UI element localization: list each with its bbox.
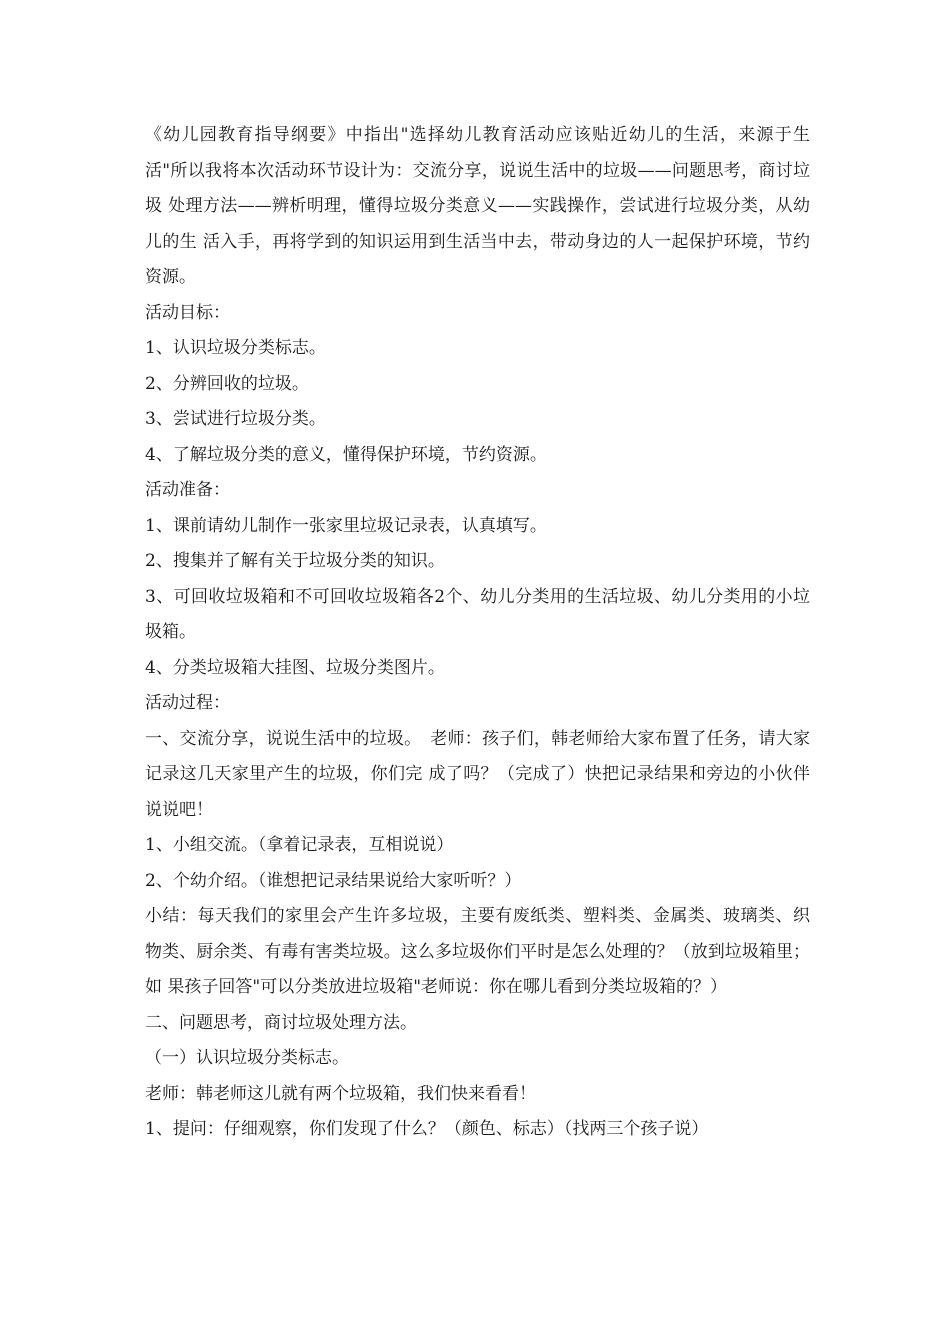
goal-item: 2、分辨回收的垃圾。 <box>145 373 309 394</box>
intro-paragraph: 《幼儿园教育指导纲要》中指出"选择幼儿教育活动应该贴近幼儿的生活，来源于生 活"所以我将本次活动环节设计为：交流分享，说说生活中的垃圾——问题思考，商讨垃圾 处理方法——辨析明理，懂得垃圾分类意义——实践操作，尝试进行垃圾分类，从幼儿的生 活入手，再将学到的知识运用到生活当中去，带动身边的人一起保护环境，节约资源。 <box>145 125 810 287</box>
process-item: 1、小组交流。（拿着记录表，互相说说） <box>145 835 454 855</box>
preparation-item: 1、课前请幼儿制作一张家里垃圾记录表，认真填写。 <box>145 515 547 536</box>
document-page <box>145 118 810 1148</box>
goal-item: 1、认识垃圾分类标志。 <box>145 338 326 358</box>
section-heading-goals: 活动目标： <box>145 302 230 323</box>
summary-paragraph: 小结：每天我们的家里会产生许多垃圾，主要有废纸类、塑料类、金属类、玻璃类、织 物类、厨余类、有毒有害类垃圾。这么多垃圾你们平时是怎么处理的？（放到垃圾箱里；如 果孩子回答"可以分类放进垃圾箱"老师说：你在哪儿看到分类垃圾箱的？） <box>145 906 810 997</box>
preparation-item: 2、搜集并了解有关于垃圾分类的知识。 <box>145 551 445 571</box>
process-step-paragraph: 一、交流分享，说说生活中的垃圾。 老师：孩子们，韩老师给大家布置了任务，请大家记录这几天家里产生的垃圾，你们完 成了吗？（完成了）快把记录结果和旁边的小伙伴说说吧！ <box>145 728 810 820</box>
section-heading-preparation: 活动准备： <box>145 480 230 500</box>
subsection-heading: （一）认识垃圾分类标志。 <box>145 1048 349 1068</box>
preparation-item: 3、可回收垃圾箱和不可回收垃圾箱各2个、幼儿分类用的生活垃圾、幼儿分类用的小垃 圾箱。 <box>145 586 810 642</box>
goal-item: 3、尝试进行垃圾分类。 <box>145 409 326 429</box>
section-heading-process: 活动过程： <box>145 693 230 713</box>
process-step-heading: 二、问题思考，商讨垃圾处理方法。 <box>145 1012 417 1033</box>
process-item: 2、个幼介绍。（谁想把记录结果说给大家听听？） <box>145 870 522 891</box>
teacher-line: 老师：韩老师这儿就有两个垃圾箱，我们快来看看！ <box>145 1083 536 1104</box>
goal-item: 4、了解垃圾分类的意义，懂得保护环境，节约资源。 <box>145 444 547 465</box>
question-item: 1、提问：仔细观察，你们发现了什么？（颜色、标志）（找两三个孩子说） <box>145 1119 709 1139</box>
preparation-item: 4、分类垃圾箱大挂图、垃圾分类图片。 <box>145 657 445 678</box>
